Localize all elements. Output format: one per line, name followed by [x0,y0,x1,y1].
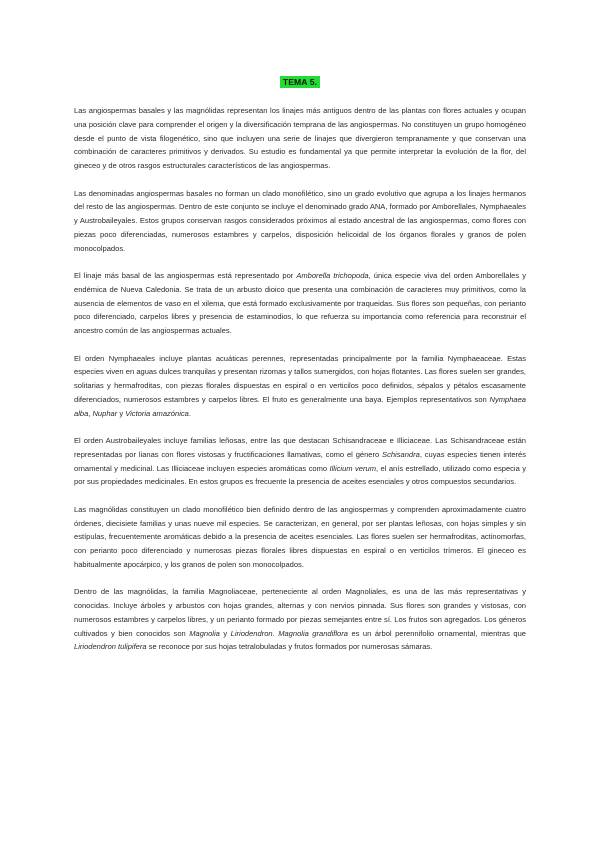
paragraph-text: es un árbol perennifolio ornamental, mientras que [347,628,526,638]
italic-text: Schisandra [382,449,420,459]
paragraph-text: , [88,408,93,418]
paragraph-text: . [272,628,279,638]
paragraph-text: El linaje más basal de las angiospermas está representado por [74,271,297,280]
italic-text: Illicium verum [329,463,376,473]
italic-text: Amborella trichopoda [296,271,369,280]
paragraph-text: y [117,408,126,418]
paragraph [74,503,526,572]
paragraph-text: , el anís estrellado, utilizado como especia y por sus propiedades medicinales. En estos grupos es frecuente la presencia de aceites esenciales y otros compuestos secundarios. [74,463,526,487]
italic-text: Liriodendron tulipifera [74,642,147,652]
paragraph-text: Dentro de las magnólidas, la familia Magnoliaceae, perteneciente al orden Magnoliales, es una de las más representativas y conocidas. Incluye árboles y arbustos con hojas grandes, alternas y con nervios pinnada. Sus flores son grandes y vistosas, con numerosos estambres y carpelos libres, y un perianto formado por piezas semejantes entre sí. Los frutos son agregados. Los géneros cultivados y bien conocidos son [74,587,526,638]
italic-text: Magnolia grandiflora [278,628,348,638]
paragraph [74,104,526,173]
paragraph-text: , única especie viva del orden Amborellales y endémica de Nueva Caledonia. Se trata de un arbusto dioico que presenta una combinación de caracteres muy primitivos, como la ausencia de elementos de vaso en el xilema, que está formado exclusivamente por traqueidas. Sus flores son pequeñas, con perianto poco diferenciado, carpelos libres y presencia de estaminodios, lo que refuerza su importancia como referencia para reconstruir el ancestro común de las angiospermas actuales. [74,271,526,335]
paragraph-text: Las denominadas angiospermas basales no forman un clado monofilético, sino un grado evolutivo que agrupa a los linajes hermanos del resto de las angiospermas. Dentro de este conjunto se incluye el denominado grado ANA, formado por Amborellales, Nymphaeales y Austrobaileyales. Estos grupos conservan rasgos considerados próximos al estado ancestral de las angiospermas, como flores con piezas poco diferenciadas, numerosos estambres y carpelos, disposición helicoidal de los órganos florales y granos de polen monocolpados. [74,188,526,253]
paragraph-text: . [188,408,191,418]
paragraph-text: Las angiospermas basales y las magnólidas representan los linajes más antiguos dentro de las plantas con flores actuales y ocupan una posición clave para comprender el origen y la diversificación temprana de las angiospermas. No constituyen un grupo homogéneo desde el punto de vista filogenético, sino que incluyen una serie de linajes que divergieron tempranamente y que conservan una combinación de caracteres primitivos y derivados. Su estudio es fundamental ya que permite interpretar la evolución de la flor, del gineceo y de otros rasgos estructurales característicos de las angiospermas. [74,106,526,170]
paragraph [74,187,526,256]
paragraph-text: , cuyas especies tienen interés ornamental y medicinal. Las Illiciaceae incluyen especies aromáticas como [74,449,526,473]
paragraph [74,269,526,338]
italic-text: Nuphar [92,408,118,418]
title-wrapper [74,72,526,90]
italic-text: Nymphaea alba [74,394,526,418]
paragraph-text: El orden Austrobaileyales incluye familias leñosas, entre las que destacan Schisandraceae e Illiciaceae. Las Schisandraceae están representadas por lianas con flores vistosas y fructificaciones llamativas, como el género [74,436,526,459]
italic-text: Victoria amazónica [125,408,189,418]
paragraph-text: y [219,628,231,638]
paragraph [74,352,526,421]
paragraph-text: Las magnólidas constituyen un clado monofilético bien definido dentro de las angiospermas y comprenden aproximadamente cuatro órdenes, diecisiete familias y unas nueve mil especies. Se caracterizan, en general, por ser plantas leñosas, con hojas simples y sin estípulas, frecuentemente aromáticas debido a la presencia de aceites esenciales. Las flores suelen ser hermafroditas, actinomorfas, con perianto poco diferenciado y numerosas piezas florales libres dispuestas en espiral o en verticilos trímeros. El gineceo es habitualmente apocárpico, y los granos de polen son monocolpados. [74,504,526,569]
paragraph [74,434,526,489]
italic-text: Liriodendron [230,628,273,638]
italic-text: Magnolia [189,628,220,638]
paragraph-text: se reconoce por sus hojas tetralobuladas y frutos formados por numerosas sámaras. [146,642,433,652]
paragraph-text: El orden Nymphaeales incluye plantas acuáticas perennes, representadas principalmente por la familia Nymphaeaceae. Estas especies viven en aguas dulces tranquilas y presentan rizomas y tallos sumergidos, con hojas flotantes. Las flores suelen ser grandes, solitarias y hermafroditas, con piezas florales dispuestas en espiral o en verticilos poco definidos, sépalos y pétalos escasamente diferenciados, numerosos estambres y carpelos libres. El fruto es generalmente una baya. Ejemplos representativos son [74,353,526,404]
document-title: TEMA 5. [280,76,320,88]
paragraph [74,585,526,654]
document-body [74,104,526,654]
